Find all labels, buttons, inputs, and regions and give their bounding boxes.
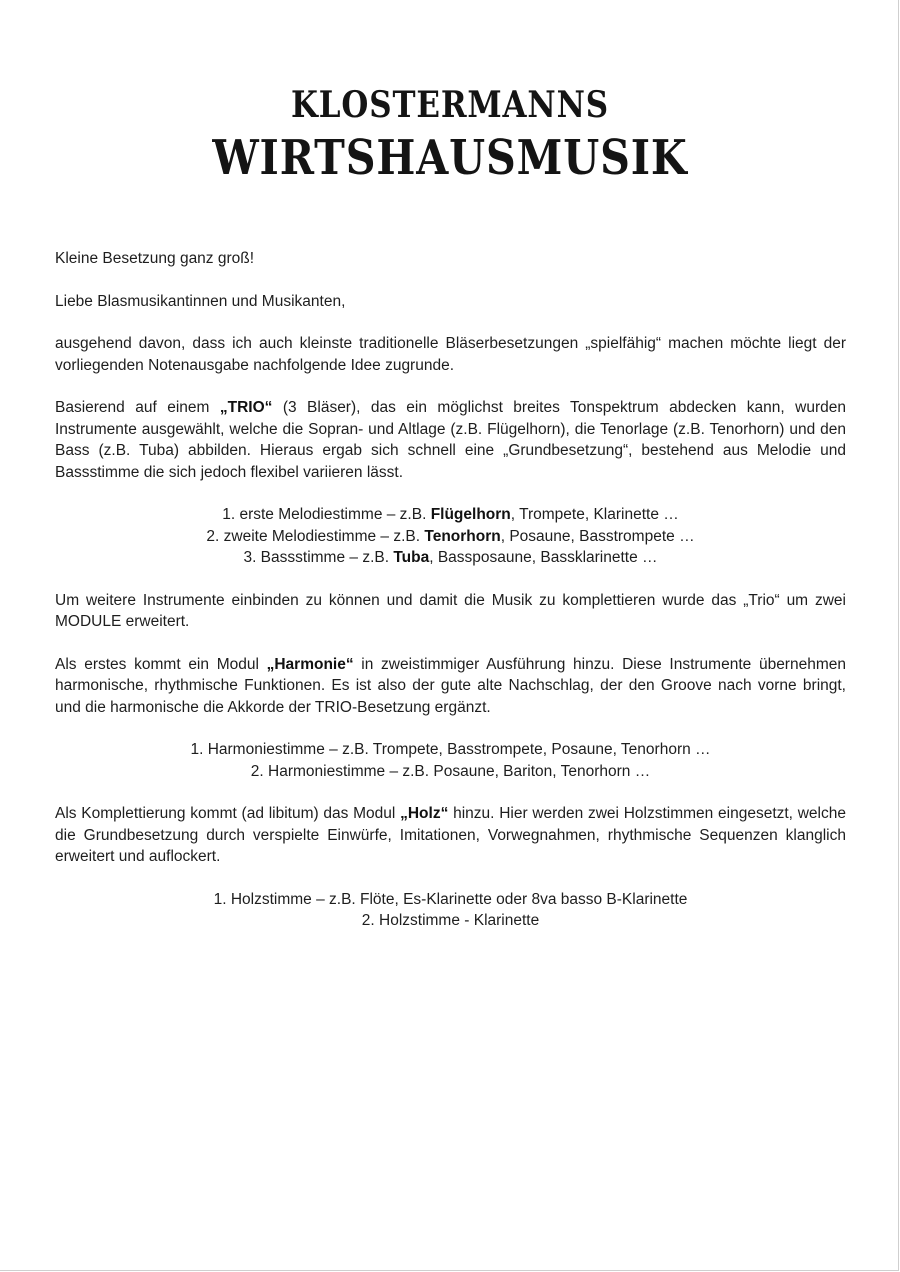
paragraph-5 xyxy=(55,803,846,868)
document-body xyxy=(55,248,846,953)
trio-item-2-post: , Posaune, Basstrompete … xyxy=(500,527,695,545)
holz-list-item: 2. Holzstimme - Klarinette xyxy=(361,912,540,929)
trio-list-item xyxy=(55,526,846,548)
paragraph-4-post: in zweistimmiger Ausführung hinzu. Diese Instrumente übernehmen harmonische, rhythmische Funktionen. Es ist also der gute alte Nachschlag, der den Groove nach vorne bringt, und die harmonische die Akkorde der TRIO-Besetzung ergänzt. xyxy=(55,655,846,716)
paragraph-3: Um weitere Instrumente einbinden zu können und damit die Musik zu komplettieren wurde das „Trio“ um zwei MODULE erweitert. xyxy=(55,591,846,630)
title-line-1: KLOSTERMANNS xyxy=(291,84,609,126)
trio-list xyxy=(55,504,846,569)
trio-item-1-bold: Flügelhorn xyxy=(430,506,511,523)
trio-item-1-pre: 1. erste Melodiestimme – z.B. xyxy=(222,506,431,523)
intro-heading: Kleine Besetzung ganz groß! xyxy=(55,250,255,267)
trio-item-3-bold: Tuba xyxy=(393,549,430,566)
trio-item-3-pre: 3. Bassstimme – z.B. xyxy=(243,549,394,566)
paragraph-2-bold: „TRIO“ xyxy=(219,399,273,416)
paragraph-2-post: (3 Bläser), das ein möglichst breites Tonspektrum abdecken kann, wurden Instrumente ausgewählt, welche die Sopran- und Altlage (z.B. Flügelhorn), die Tenorlage (z.B. Tenorhorn) und den Bass (z.B. Tuba) abbilden. Hieraus ergab sich schnell eine „Grundbesetzung“, bestehend aus Melodie und Bassstimme die sich jedoch flexibel variieren lässt. xyxy=(55,399,846,481)
trio-item-2-bold: Tenorhorn xyxy=(424,527,501,545)
title-line-2: WIRTSHAUSMUSIK xyxy=(212,130,688,186)
paragraph-4 xyxy=(55,654,846,719)
trio-item-3-post: , Bassposaune, Bassklarinette … xyxy=(429,549,658,566)
paragraph-5-pre: Als Komplettierung kommt (ad libitum) das Modul xyxy=(55,805,401,822)
paragraph-2-pre: Basierend auf einem xyxy=(55,399,220,416)
paragraph-4-pre: Als erstes kommt ein Modul xyxy=(55,655,267,673)
greeting: Liebe Blasmusikantinnen und Musikanten, xyxy=(55,292,346,310)
harmonie-list-item: 1. Harmoniestimme – z.B. Trompete, Basstrompete, Posaune, Tenorhorn … xyxy=(190,741,711,758)
trio-item-1-post: , Trompete, Klarinette … xyxy=(510,506,679,523)
harmonie-list xyxy=(55,739,846,782)
trio-list-item xyxy=(55,547,846,569)
paragraph-4-bold: „Harmonie“ xyxy=(266,655,354,673)
holz-list-item: 1. Holzstimme – z.B. Flöte, Es-Klarinette oder 8va basso B-Klarinette xyxy=(213,890,688,908)
holz-list xyxy=(55,889,846,932)
paragraph-5-post: hinzu. Hier werden zwei Holzstimmen eingesetzt, welche die Grundbesetzung durch verspielte Einwürfe, Imitationen, Vorwegnahmen, rhythmische Sequenzen klanglich erweitert und auflockert. xyxy=(55,805,846,865)
trio-item-2-pre: 2. zweite Melodiestimme – z.B. xyxy=(206,527,425,545)
paragraph-2 xyxy=(55,397,846,483)
trio-list-item xyxy=(55,504,846,526)
harmonie-list-item: 2. Harmoniestimme – z.B. Posaune, Bariton, Tenorhorn … xyxy=(250,762,651,780)
paragraph-1: ausgehend davon, dass ich auch kleinste traditionelle Bläserbesetzungen „spielfähig“ machen möchte liegt der vorliegenden Notenausgabe nachfolgende Idee zugrunde. xyxy=(55,335,846,374)
paragraph-5-bold: „Holz“ xyxy=(400,805,449,822)
